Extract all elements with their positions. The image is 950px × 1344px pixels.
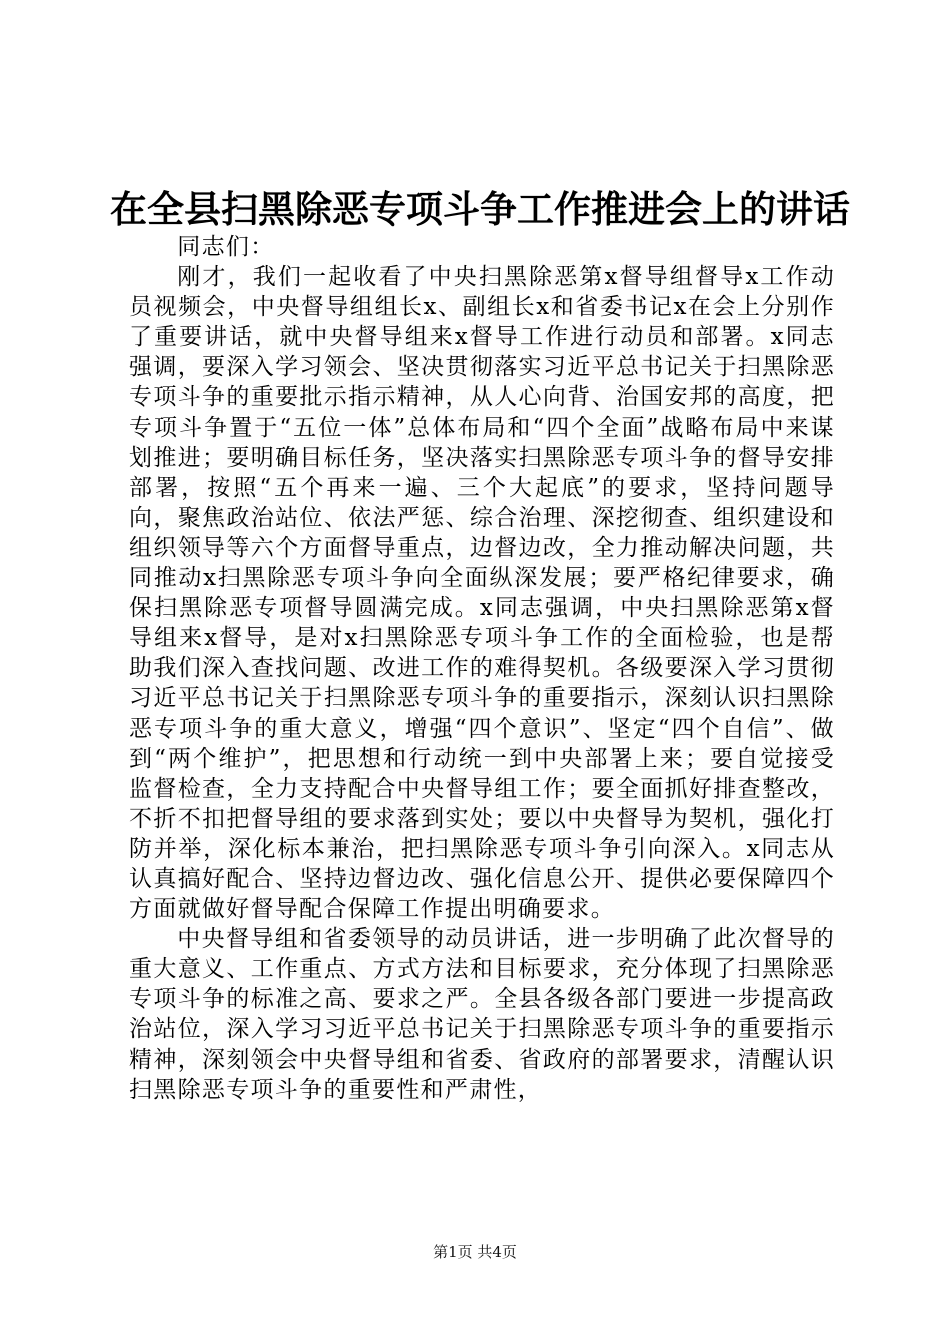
paragraph-1: 刚才，我们一起收看了中央扫黑除恶第x督导组督导x工作动员视频会，中央督导组组长x、副组长x和省委书记x在会上分别作了重要讲话，就中央督导组来x督导工作进行动员和部署。x同志强调，要深入学习领会、坚决贯彻落实习近平总书记关于扫黑除恶专项斗争的重要批示指示精神，从人心向背、治国安邦的高度，把专项斗争置于“五位一体”总体布局和“四个全面”战略布局中来谋划推进；要明确目标任务，坚决落实扫黑除恶专项斗争的督导安排部署，按照“五个再来一遍、三个大起底”的要求，坚持问题导向，聚焦政治站位、依法严惩、综合治理、深挖彻查、组织建设和组织领导等六个方面督导重点，边督边改，全力推动解决问题，共同推动x扫黑除恶专项斗争向全面纵深发展；要严格纪律要求，确保扫黑除恶专项督导圆满完成。x同志强调，中央扫黑除恶第x督导组来x督导，是对x扫黑除恶专项斗争工作的全面检验，也是帮助我们深入查找问题、改进工作的难得契机。各级要深入学习贯彻习近平总书记关于扫黑除恶专项斗争的重要指示，深刻认识扫黑除恶专项斗争的重大意义，增强“四个意识”、坚定“四个自信”、做到“两个维护”，把思想和行动统一到中央部署上来；要自觉接受监督检查，全力支持配合中央督导组工作；要全面抓好排查整改，不折不扣把督导组的要求落到实处；要以中央督导为契机，强化打防并举，深化标本兼治，把扫黑除恶专项斗争引向深入。x同志从认真搞好配合、坚持边督边改、强化信息公开、提供必要保障四个方面就做好督导配合保障工作提出明确要求。 — [129, 264, 835, 923]
salutation: 同志们： — [177, 234, 275, 260]
page-number-footer: 第1页 共4页 — [433, 1243, 517, 1261]
document-title: 在全县扫黑除恶专项斗争工作推进会上的讲话 — [110, 187, 850, 231]
document-body — [129, 232, 835, 1105]
paragraph-2: 中央督导组和省委领导的动员讲话，进一步明确了此次督导的重大意义、工作重点、方式方法和目标要求，充分体现了扫黑除恶专项斗争的标准之高、要求之严。全县各级各部门要进一步提高政治站位，深入学习习近平总书记关于扫黑除恶专项斗争的重要指示精神，深刻领会中央督导组和省委、省政府的部署要求，清醒认识扫黑除恶专项斗争的重要性和严肃性， — [129, 926, 835, 1103]
